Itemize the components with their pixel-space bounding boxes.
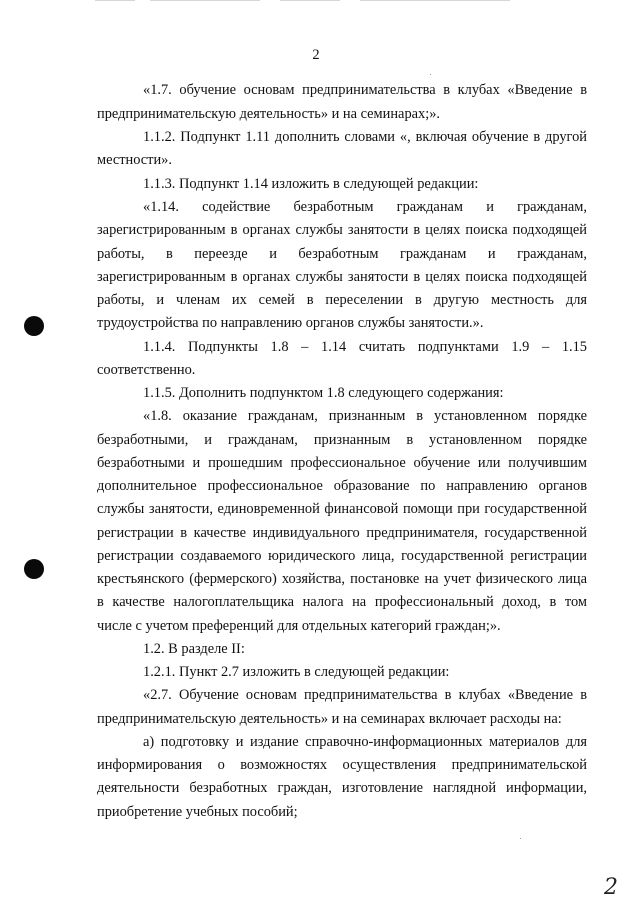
- text-line: в качестве налогоплательщика налога на профессиональный доход, в том: [97, 594, 587, 610]
- text-line: дополнительное профессиональное образование по направлению органов: [97, 478, 587, 494]
- text-line: «1.7. обучение основам предпринимательства в клубах «Введение в: [143, 82, 587, 98]
- text-line: местности».: [97, 152, 172, 168]
- text-line: безработными и прошедшим профессиональное обучение или получившим: [97, 455, 587, 471]
- text-line: трудоустройства по направлению органов службы занятости.».: [97, 315, 484, 331]
- text-line: службы занятости, единовременной финансовой помощи при государственной: [97, 501, 587, 517]
- page-number: 2: [312, 47, 320, 63]
- text-line: зарегистрированным в органах службы занятости в целях поиска подходящей: [97, 222, 587, 238]
- handwritten-page-number: 2: [604, 875, 618, 900]
- punch-hole: [24, 316, 44, 336]
- text-line: регистрации создаваемого юридического лица, государственной регистрации: [97, 548, 587, 564]
- text-line: 1.1.4. Подпункты 1.8 – 1.14 считать подпунктами 1.9 – 1.15: [143, 339, 587, 355]
- text-line: 1.2. В разделе II:: [143, 641, 245, 657]
- text-line: а) подготовку и издание справочно-информационных материалов для: [143, 734, 587, 750]
- text-line: «2.7. Обучение основам предпринимательства в клубах «Введение в: [143, 687, 587, 703]
- text-line: зарегистрированным в органах службы занятости в целях поиска подходящей: [97, 269, 587, 285]
- scan-speck: [520, 838, 521, 839]
- text-line: числе с учетом преференций для отдельных категорий граждан;».: [97, 618, 501, 634]
- text-line: соответственно.: [97, 362, 196, 378]
- text-line: 1.1.5. Дополнить подпунктом 1.8 следующего содержания:: [143, 385, 504, 401]
- text-line: работы, и членам их семей в переселении в другую местность для: [97, 292, 587, 308]
- text-line: «1.8. оказание гражданам, признанным в установленном порядке: [143, 408, 587, 424]
- scan-speck: [430, 74, 431, 75]
- text-line: 1.1.2. Подпункт 1.11 дополнить словами «, включая обучение в другой: [143, 129, 587, 145]
- text-line: 1.2.1. Пункт 2.7 изложить в следующей редакции:: [143, 664, 450, 680]
- text-line: регистрации в качестве индивидуального предпринимателя, государственной: [97, 525, 587, 541]
- text-line: приобретение учебных пособий;: [97, 804, 298, 820]
- text-line: «1.14. содействие безработным гражданам и гражданам,: [143, 199, 587, 215]
- scan-edge-mark: [360, 0, 510, 1]
- text-line: работы, в переезде и безработным гражданам и гражданам,: [97, 246, 587, 262]
- text-line: безработными, и гражданам, признанным в установленном порядке: [97, 432, 587, 448]
- punch-hole: [24, 559, 44, 579]
- text-line: крестьянского (фермерского) хозяйства, постановке на учет физического лица: [97, 571, 587, 587]
- text-line: деятельности безработных граждан, изготовление наглядной информации,: [97, 780, 587, 796]
- text-line: предпринимательскую деятельность» и на семинарах;».: [97, 106, 441, 122]
- text-line: предпринимательскую деятельность» и на семинарах включает расходы на:: [97, 711, 562, 727]
- text-line: 1.1.3. Подпункт 1.14 изложить в следующей редакции:: [143, 176, 479, 192]
- scan-edge-mark: [95, 0, 135, 1]
- scan-edge-mark: [280, 0, 340, 1]
- scan-edge-mark: [150, 0, 260, 1]
- text-line: информирования о возможностях осуществления предпринимательской: [97, 757, 587, 773]
